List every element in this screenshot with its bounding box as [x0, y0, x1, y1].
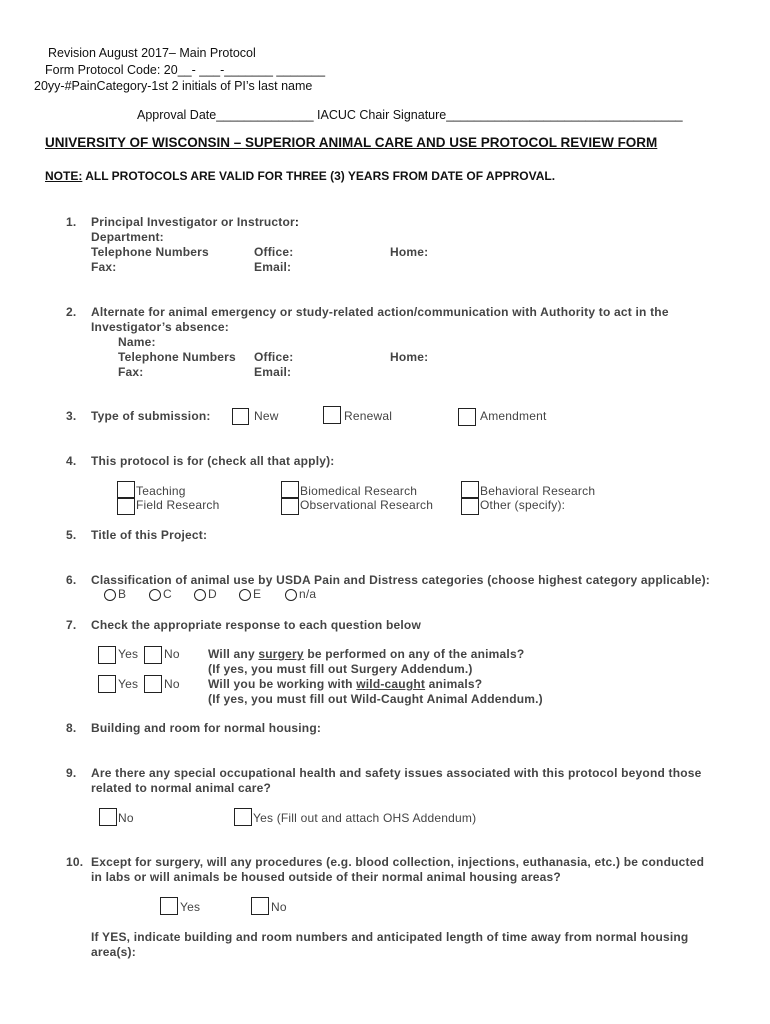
protocol-format-line: 20yy-#PainCategory-1st 2 initials of PI’s last name	[34, 79, 313, 93]
q5-label: Title of this Project:	[91, 528, 208, 542]
q7-label: Check the appropriate response to each question below	[91, 618, 422, 632]
q4-observational-label: Observational Research	[300, 498, 434, 512]
q7-wild-question: Will you be working with wild-caught animals?	[208, 677, 483, 691]
q7-surgery-no-checkbox[interactable]	[144, 646, 162, 664]
q6-na-label: n/a	[299, 587, 317, 601]
q10-no-label: No	[271, 900, 287, 914]
approval-line: Approval Date______________ IACUC Chair Signature__________________________________	[137, 108, 683, 122]
q1-email: Email:	[254, 260, 292, 274]
q1-office: Office:	[254, 245, 294, 259]
form-title: UNIVERSITY OF WISCONSIN – SUPERIOR ANIMAL CARE AND USE PROTOCOL REVIEW FORM	[45, 135, 658, 150]
q2-home: Home:	[390, 350, 429, 364]
q2-email: Email:	[254, 365, 292, 379]
q5-number: 5.	[66, 528, 77, 542]
q3-renewal-label: Renewal	[344, 409, 393, 423]
q4-behavioral-checkbox[interactable]	[461, 481, 479, 498]
q6-e-radio[interactable]	[239, 589, 251, 601]
revision-line: Revision August 2017– Main Protocol	[48, 46, 256, 60]
q7-wild-yes-checkbox[interactable]	[98, 675, 116, 693]
q2-name: Name:	[118, 335, 156, 349]
q7-surgery-question: Will any surgery be performed on any of the animals?	[208, 647, 525, 661]
q4-other-label: Other (specify):	[480, 498, 566, 512]
q7-number: 7.	[66, 618, 77, 632]
note-label: NOTE:	[45, 169, 83, 183]
q6-d-radio[interactable]	[194, 589, 206, 601]
q10-yes-label: Yes	[180, 900, 201, 914]
q2-office: Office:	[254, 350, 294, 364]
q4-label: This protocol is for (check all that apply):	[91, 454, 335, 468]
q3-number: 3.	[66, 409, 77, 423]
q10-number: 10.	[66, 855, 84, 869]
q9-line1: Are there any special occupational health and safety issues associated with this protocol beyond those	[91, 766, 702, 780]
q9-yes-label: Yes (Fill out and attach OHS Addendum)	[253, 811, 477, 825]
q3-renewal-checkbox[interactable]	[323, 406, 341, 424]
q4-other-checkbox[interactable]	[461, 498, 479, 515]
q10-ifyes-line1: If YES, indicate building and room numbers and anticipated length of time away from normal housing	[91, 930, 689, 944]
protocol-code-line: Form Protocol Code: 20__- ___-_______ _______	[45, 63, 326, 77]
q7-wild-no-checkbox[interactable]	[144, 675, 162, 693]
q9-no-checkbox[interactable]	[99, 808, 117, 826]
q9-yes-checkbox[interactable]	[234, 808, 252, 826]
q1-department: Department:	[91, 230, 164, 244]
q10-line1: Except for surgery, will any procedures (e.g. blood collection, injections, euthanasia, etc.) be conducted	[91, 855, 705, 869]
q6-na-radio[interactable]	[285, 589, 297, 601]
q4-teaching-checkbox[interactable]	[117, 481, 135, 498]
q7-wild-no-label: No	[164, 677, 180, 691]
q6-number: 6.	[66, 573, 77, 587]
q2-number: 2.	[66, 305, 77, 319]
q9-line2: related to normal animal care?	[91, 781, 272, 795]
q3-amendment-checkbox[interactable]	[458, 408, 476, 426]
q9-number: 9.	[66, 766, 77, 780]
q10-no-checkbox[interactable]	[251, 897, 269, 915]
q6-c-radio[interactable]	[149, 589, 161, 601]
q7-surgery-no-label: No	[164, 647, 180, 661]
q4-biomedical-checkbox[interactable]	[281, 481, 299, 498]
q1-home: Home:	[390, 245, 429, 259]
q4-observational-checkbox[interactable]	[281, 498, 299, 515]
q9-no-label: No	[118, 811, 134, 825]
q6-d-label: D	[208, 587, 217, 601]
q6-e-label: E	[253, 587, 262, 601]
q6-label: Classification of animal use by USDA Pain and Distress categories (choose highest category applicable):	[91, 573, 710, 587]
q7-surgery-yes-label: Yes	[118, 647, 139, 661]
q3-amendment-label: Amendment	[480, 409, 547, 423]
q4-biomedical-label: Biomedical Research	[300, 484, 418, 498]
q10-ifyes-line2: area(s):	[91, 945, 136, 959]
q6-c-label: C	[163, 587, 172, 601]
q7-wild-yes-label: Yes	[118, 677, 139, 691]
note-text: ALL PROTOCOLS ARE VALID FOR THREE (3) YEARS FROM DATE OF APPROVAL.	[82, 169, 556, 183]
q2-line1: Alternate for animal emergency or study-related action/communication with Authority to act in the	[91, 305, 669, 319]
q4-field-label: Field Research	[136, 498, 220, 512]
q10-line2: in labs or will animals be housed outside of their normal animal housing areas?	[91, 870, 561, 884]
q3-label: Type of submission:	[91, 409, 211, 423]
q1-telephone: Telephone Numbers	[91, 245, 209, 259]
q2-line2: Investigator’s absence:	[91, 320, 229, 334]
q1-fax: Fax:	[91, 260, 117, 274]
q4-number: 4.	[66, 454, 77, 468]
q4-teaching-label: Teaching	[136, 484, 186, 498]
q7-wild-note: (If yes, you must fill out Wild-Caught Animal Addendum.)	[208, 692, 543, 706]
q8-label: Building and room for normal housing:	[91, 721, 322, 735]
q1-label: Principal Investigator or Instructor:	[91, 215, 300, 229]
q1-number: 1.	[66, 215, 77, 229]
q7-surgery-note: (If yes, you must fill out Surgery Addendum.)	[208, 662, 473, 676]
q7-surgery-yes-checkbox[interactable]	[98, 646, 116, 664]
q6-b-label: B	[118, 587, 127, 601]
q2-telephone: Telephone Numbers	[118, 350, 236, 364]
validity-note	[45, 169, 555, 183]
q3-new-checkbox[interactable]	[232, 408, 249, 425]
q2-fax: Fax:	[118, 365, 144, 379]
q4-field-checkbox[interactable]	[117, 498, 135, 515]
q8-number: 8.	[66, 721, 77, 735]
q6-b-radio[interactable]	[104, 589, 116, 601]
q4-behavioral-label: Behavioral Research	[480, 484, 596, 498]
q10-yes-checkbox[interactable]	[160, 897, 178, 915]
q3-new-label: New	[254, 409, 279, 423]
